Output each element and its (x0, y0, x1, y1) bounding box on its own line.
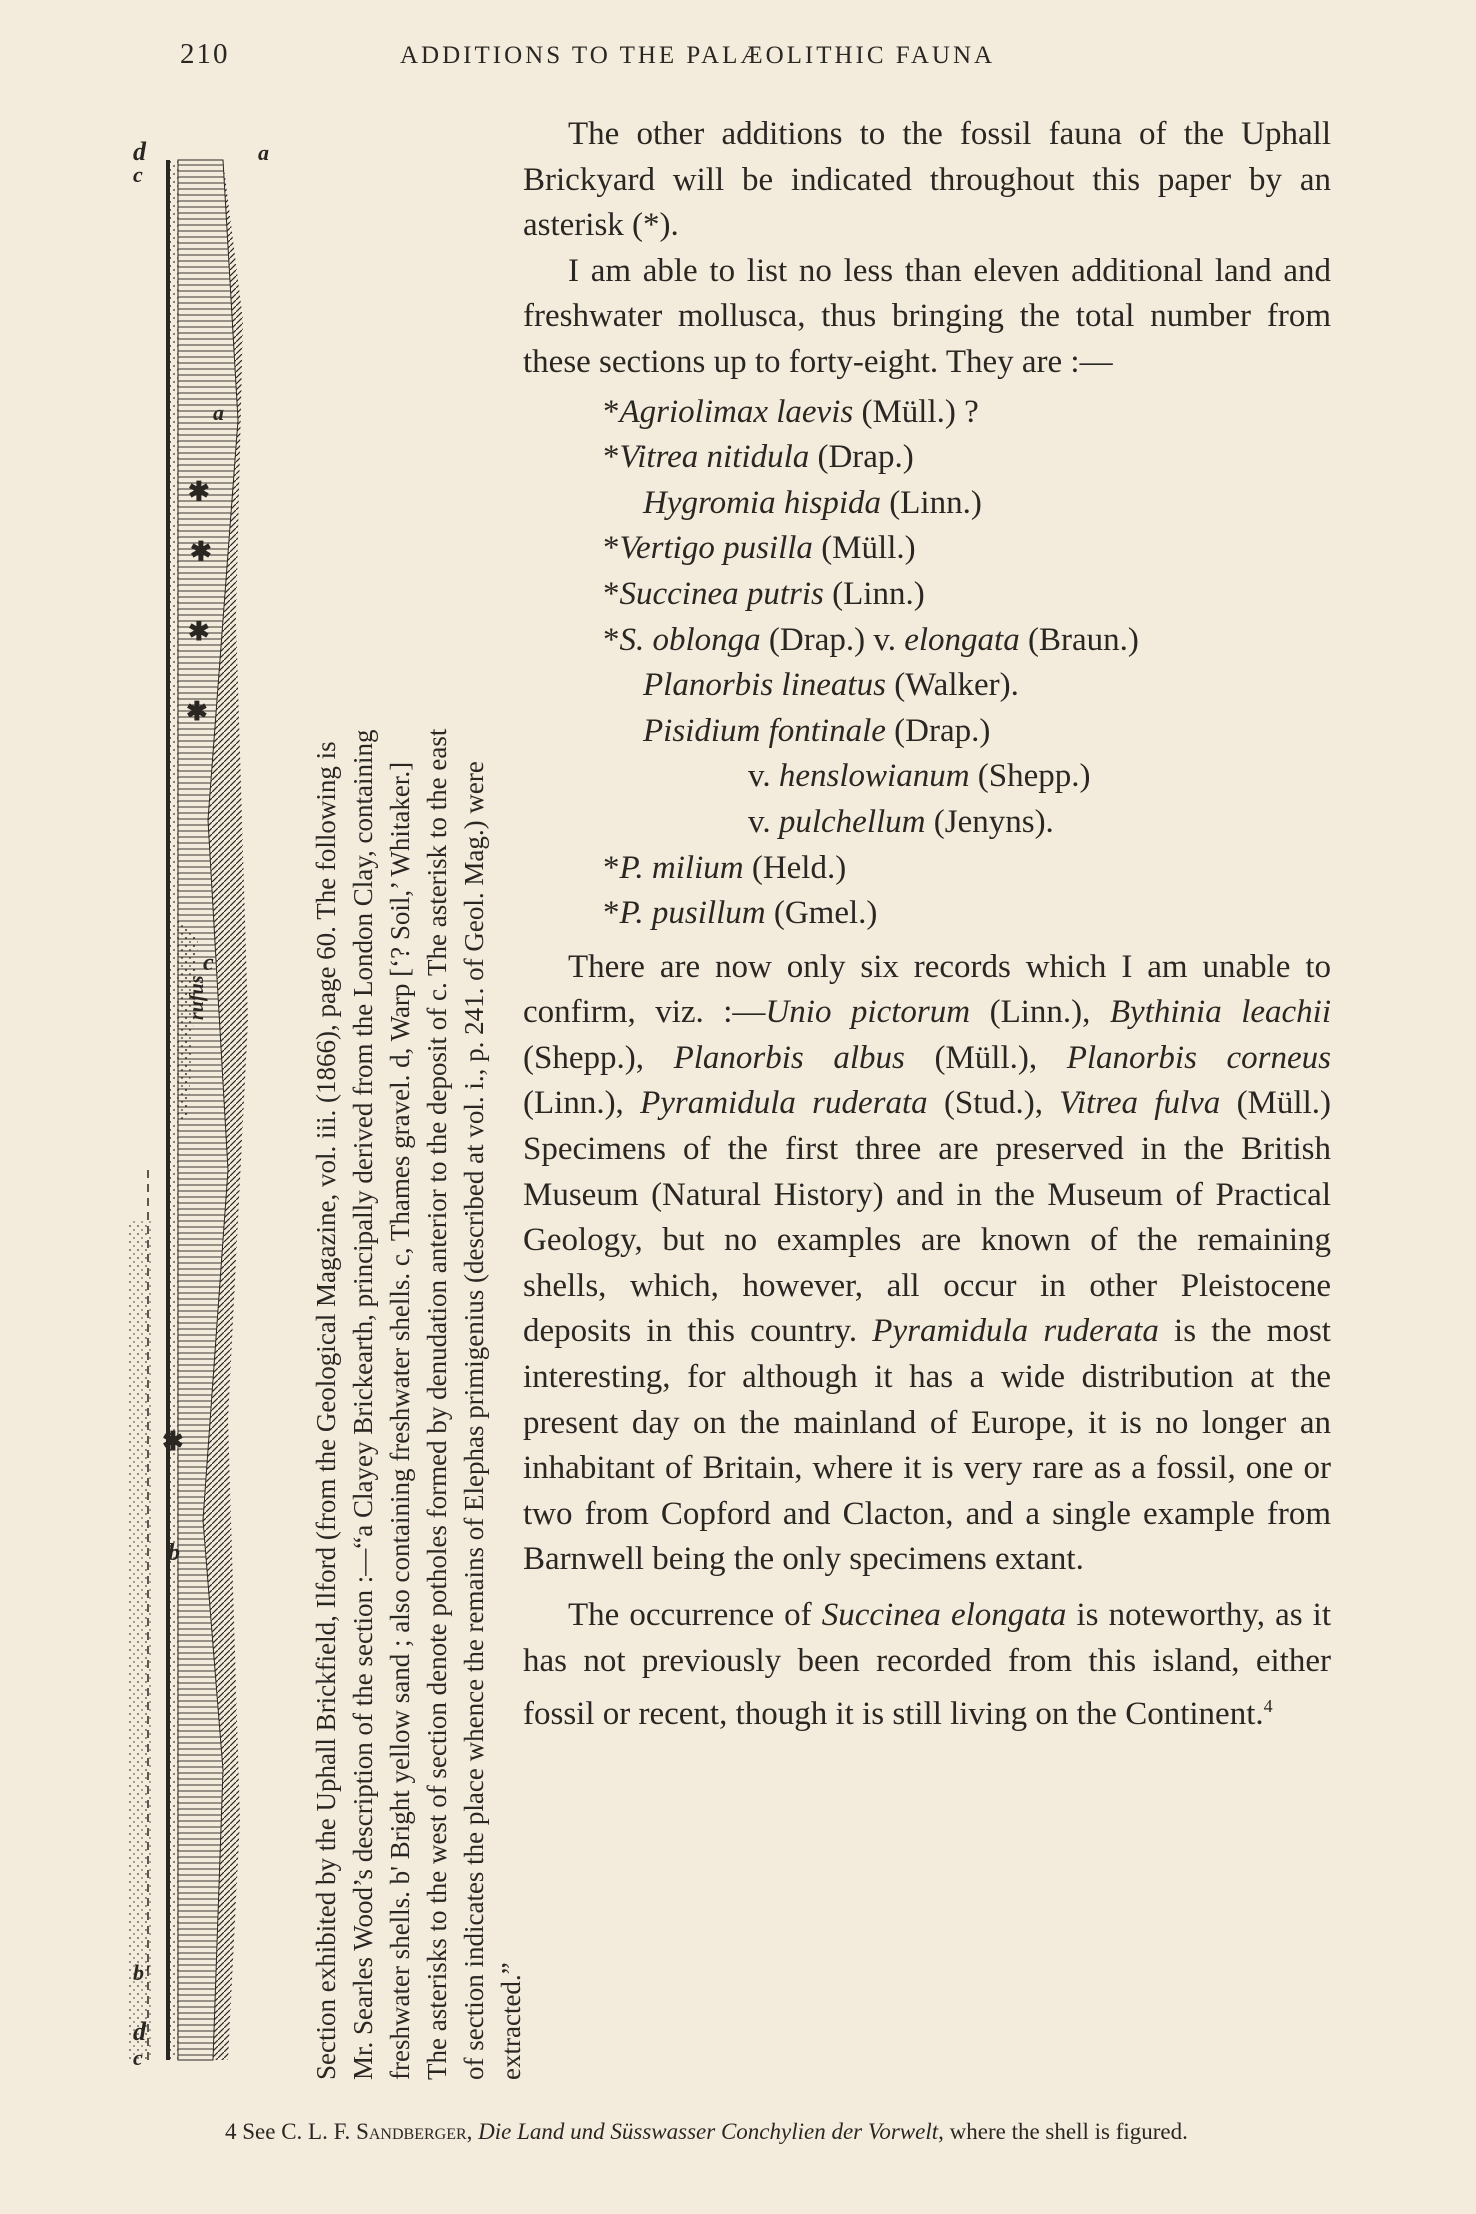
caption-line: freshwater shells. b' Bright yellow sand ; also containing freshwater shells. c, Thames gravel. d, Warp [‘? Soil,’ Whitaker.] (385, 761, 415, 2080)
label-b: b (168, 1540, 180, 1566)
caption-line: The asterisks to the west of section denote potholes formed by denudation anterior to the deposit of c. The asterisk to the east (422, 728, 452, 2080)
asterisk-marker: ✱ (162, 1427, 184, 1456)
asterisk-marker: ✱ (186, 697, 208, 726)
species-item: *Vitrea nitidula (Drap.) (603, 439, 914, 476)
figure (118, 120, 526, 2090)
warp-layer-d (166, 160, 170, 2060)
geological-section-diagram (128, 120, 278, 2090)
figure-caption (308, 120, 526, 2080)
species-list (523, 390, 1331, 937)
species-item: *S. oblonga (Drap.) v. elongata (Braun.) (603, 621, 1139, 658)
caption-line: Section exhibited by the Uphall Brickfield, Ilford (from the Geological Magazine, vol. iii. (1866), page 60. The following is (311, 741, 341, 2080)
asterisk-marker: ✱ (188, 617, 210, 646)
species-item: *P. pusillum (Gmel.) (603, 895, 878, 932)
paragraph-3: There are now only six records which I am unable to confirm, viz. :—Unio pictorum (Linn.), Bythinia leachii (Shepp.), Planorbis albus (Müll.), Planorbis corneus (Linn.), Pyramidula ruderata (Stud.), Vitrea fulva (Müll.) Specimens of the first three are preserved in the British Museum (Natural History) and in the Museum of Practical Geology, but no examples are known of the remaining shells, which, however, all occur in other Pleistocene deposits in this country. Pyramidula ruderata is the most interesting, for although it has a wide distribution at the present day on the mainland of Europe, it is no longer an inhabitant of Britain, where it is very rare as a fossil, one or two from Copford and Clacton, and a single example from Barnwell being the only specimens extant. (523, 948, 1331, 1578)
caption-line: Mr. Searles Wood’s description of the section :—“a Clayey Brickearth, principally derived from the London Clay, containing (348, 729, 378, 2080)
label-c-bottom: c (133, 2045, 143, 2070)
label-a-top: a (258, 140, 269, 165)
label-b-prime: b' (133, 1960, 151, 1985)
species-item: *Succinea putris (Linn.) (603, 575, 925, 612)
footnote: 4 See C. L. F. Sandberger, Die Land und Süsswasser Conchylien der Vorwelt, where the shell is figured. (225, 2119, 1188, 2144)
species-item: Hygromia hispida (Linn.) (643, 484, 982, 521)
species-variety-item: v. henslowianum (Shepp.) (748, 758, 1091, 795)
species-item: *P. milium (Held.) (603, 849, 847, 886)
running-title: ADDITIONS TO THE PALÆOLITHIC FAUNA (400, 42, 996, 69)
label-c-top: c (133, 162, 143, 187)
main-text-column (523, 112, 1331, 1738)
label-c-mid: c (203, 950, 214, 976)
paragraph-2: I am able to list no less than eleven additional land and freshwater mollusca, thus bringing the total number from these sections up to forty-eight. They are :— (523, 252, 1331, 380)
paragraph-1: The other additions to the fossil fauna of the Uphall Brickyard will be indicated throughout this paper by an asterisk (*). (523, 116, 1331, 244)
label-rufus: rufus (186, 975, 208, 1020)
label-d-top: d (133, 137, 146, 166)
paragraph-4: The occurrence of Succinea elongata is noteworthy, as it has not previously been recorded from this island, either fossil or recent, though it is still living on the Continent.$^4$ (523, 1597, 1332, 1733)
caption-line: of section indicates the place whence the remains of Elephas primigenius (described at vol. i., p. 241. of Geol. Mag.) were (459, 761, 489, 2080)
page-number: 210 (180, 38, 230, 70)
caption-line: extracted.” (496, 1962, 526, 2080)
label-a-mid: a (213, 400, 224, 425)
asterisk-marker: ✱ (190, 537, 212, 566)
label-d-bottom: d (133, 2017, 146, 2046)
gravel-layer-c (170, 160, 178, 2060)
footnote-marker[interactable]: 4 (1263, 1696, 1273, 1717)
asterisk-marker: ✱ (188, 477, 210, 506)
species-item: *Vertigo pusilla (Müll.) (603, 530, 916, 567)
footnote-number: 4 (225, 2119, 237, 2144)
species-item: Pisidium fontinale (Drap.) (643, 712, 991, 749)
species-variety-item: v. pulchellum (Jenyns). (748, 803, 1054, 840)
species-item: *Agriolimax laevis (Müll.) ? (603, 393, 979, 430)
sand-layer-b (128, 1220, 153, 2060)
species-item: Planorbis lineatus (Walker). (643, 667, 1019, 704)
